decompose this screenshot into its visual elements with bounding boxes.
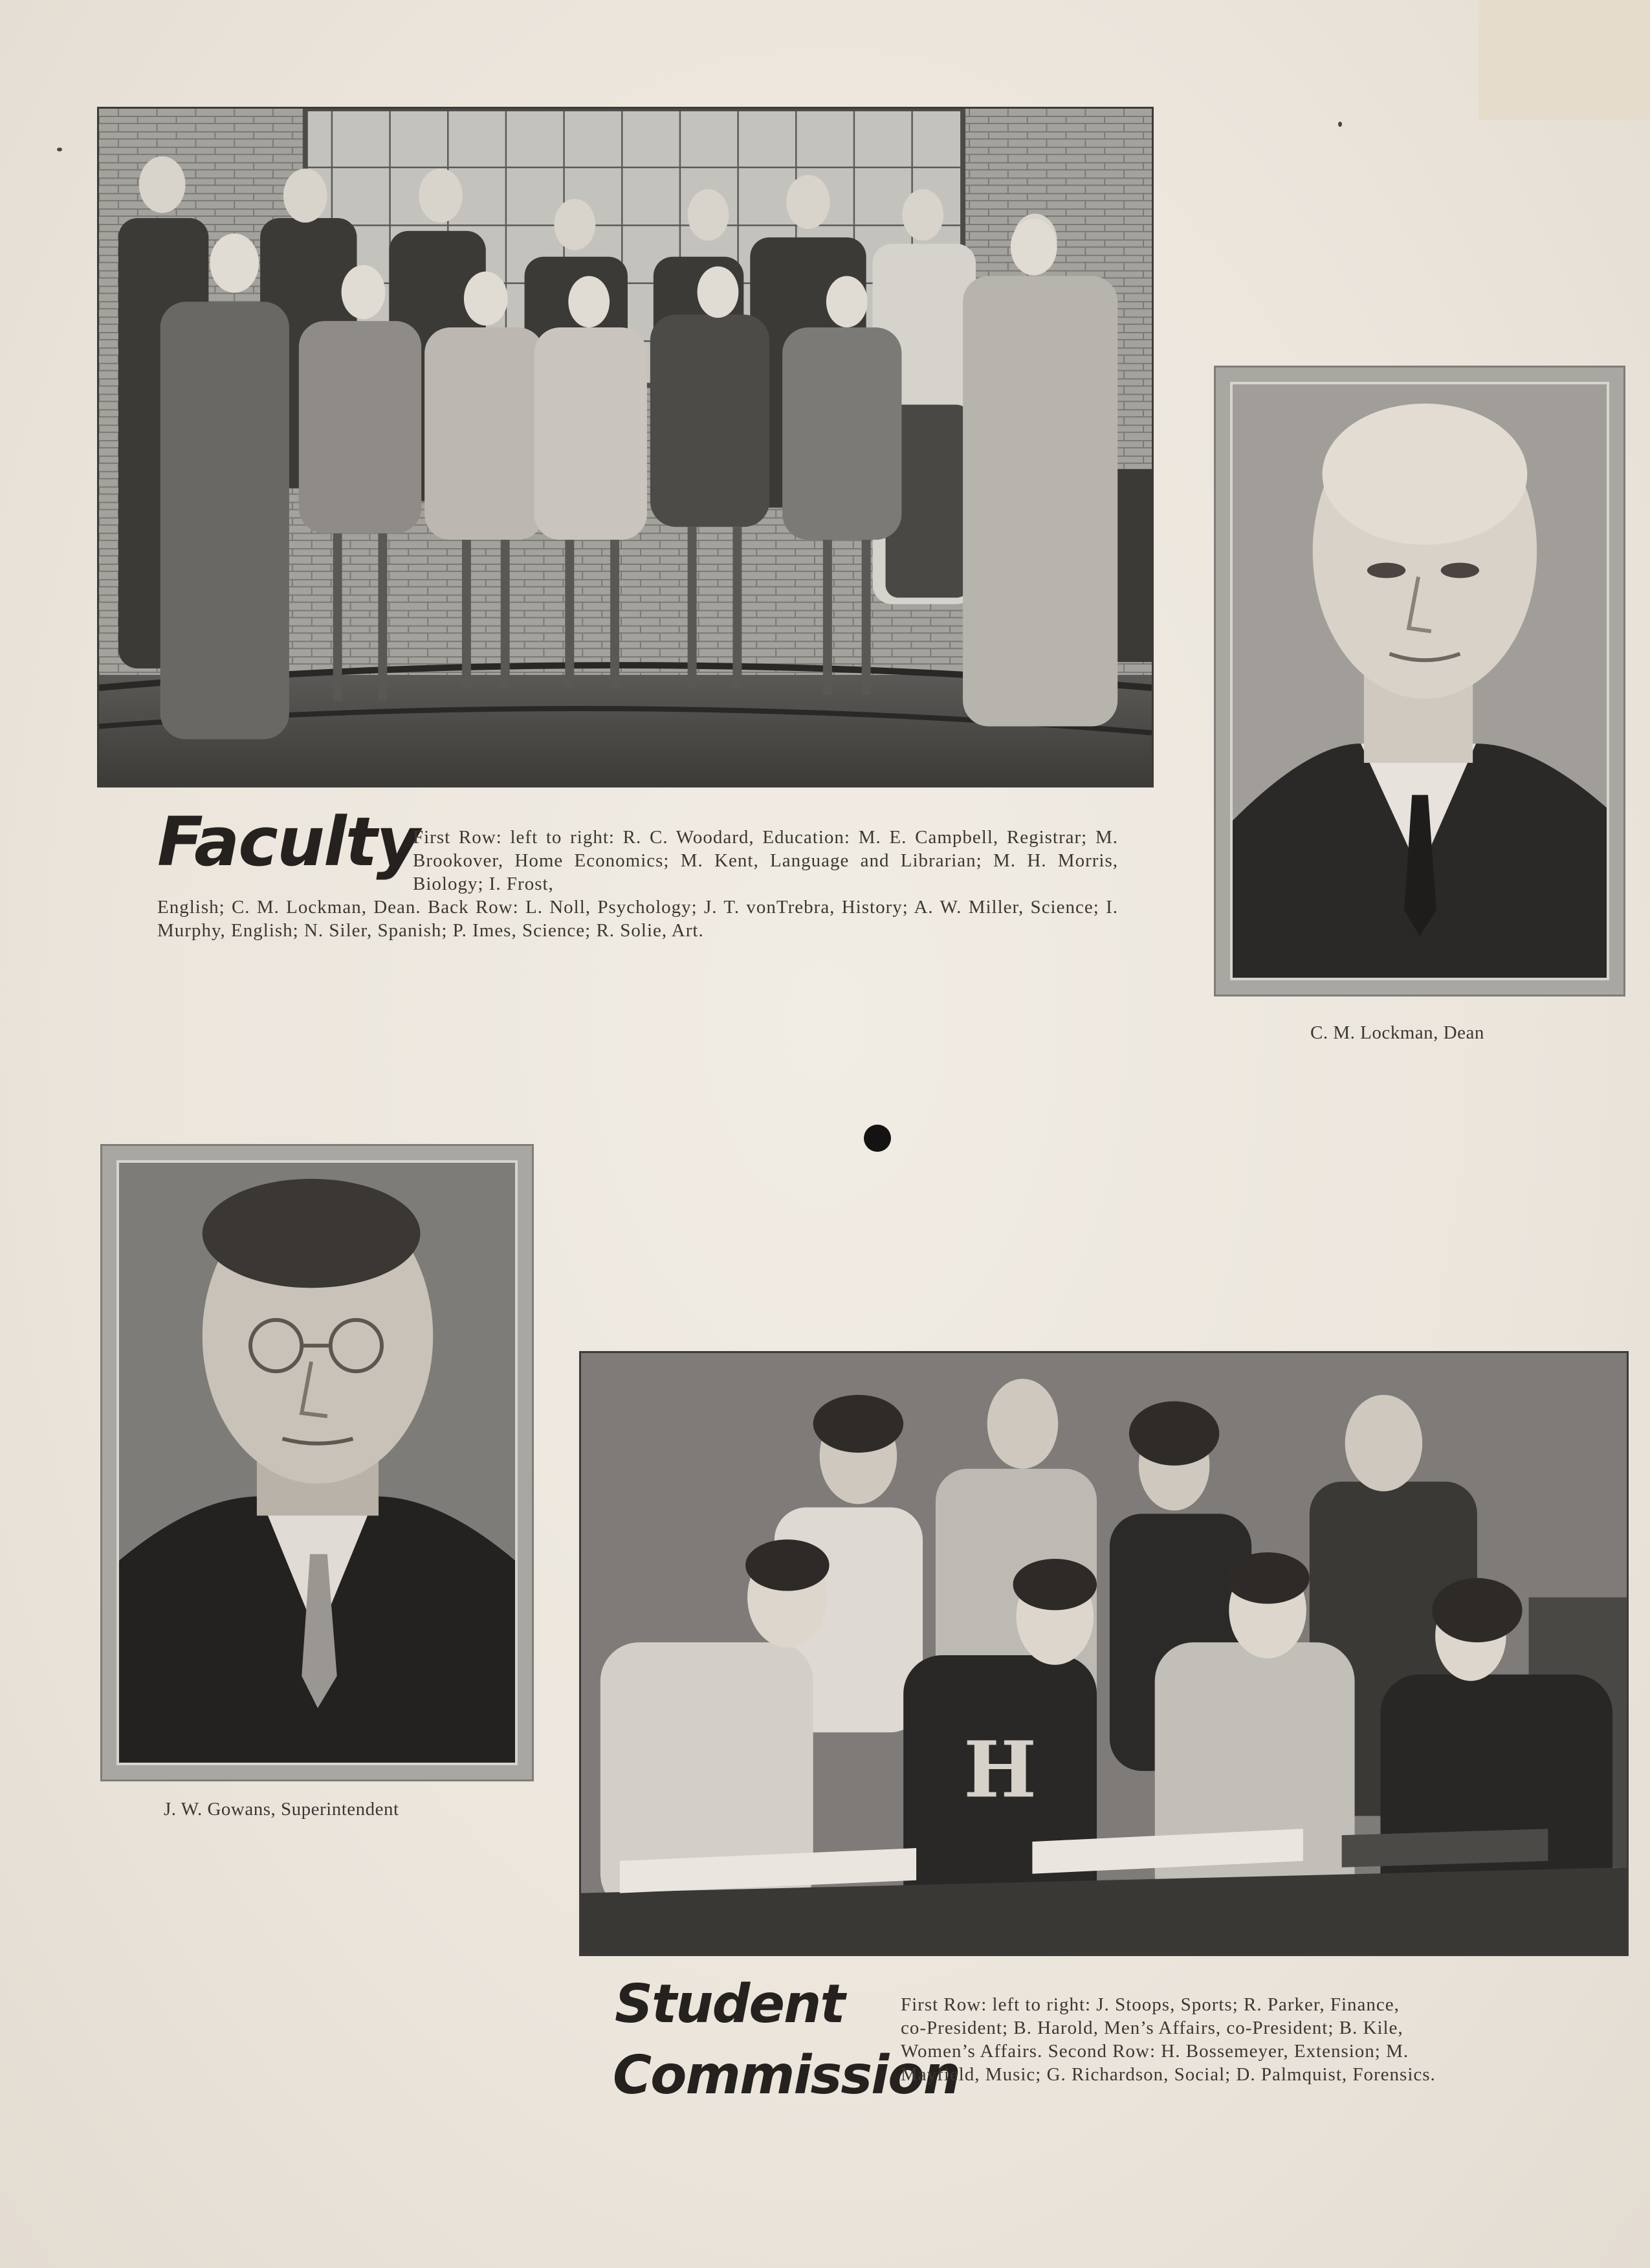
faculty-title: Faculty — [157, 802, 419, 881]
superintendent-caption: J. W. Gowans, Superintendent — [164, 1799, 399, 1820]
dean-caption: C. M. Lockman, Dean — [1310, 1022, 1484, 1043]
dean-photo-drawing — [1233, 384, 1607, 978]
commission-caption-line: co-President; B. Harold, Men’s Affairs, co-President; B. Kile, — [901, 2018, 1403, 2038]
dean-portrait — [1214, 366, 1625, 996]
faculty-photo-drawing — [99, 109, 1152, 786]
page-speck — [57, 148, 62, 151]
commission-title-line2: Commission — [613, 2045, 960, 2106]
commission-title-line1: Student — [615, 1974, 844, 2035]
faculty-caption-rest: English; C. M. Lockman, Dean. Back Row: L. Noll, Psychology; J. T. vonTrebra, History; A. W. Miller, Science; I. Murphy, English; N. Siler, Spanish; P. Imes, Science; R. Solie, Art. — [157, 897, 1118, 941]
commission-caption-line: Women’s Affairs. Second Row: H. Bossemeyer, Extension; M. — [901, 2041, 1409, 2062]
commission-caption-line: First Row: left to right: J. Stoops, Sports; R. Parker, Finance, — [901, 1994, 1400, 2015]
commission-photo-drawing — [581, 1353, 1627, 1954]
commission-caption — [901, 1993, 1606, 2086]
superintendent-photo-drawing — [119, 1163, 515, 1763]
student-commission-photo — [579, 1351, 1629, 1956]
commission-caption-line: Mayfield, Music; G. Richardson, Social; D. Palmquist, Forensics. — [901, 2064, 1436, 2085]
superintendent-portrait — [100, 1144, 534, 1781]
sweater-letter-h: H — [963, 1724, 1037, 1816]
faculty-group-photo — [97, 107, 1154, 787]
faculty-caption-lead: First Row: left to right: R. C. Woodard, Education: M. E. Campbell, Registrar; M. Brookover, Home Economics; M. Kent, Language and Librarian; M. H. Morris, Biology; I. Frost, — [413, 827, 1118, 894]
page-bullet-dot — [864, 1125, 891, 1152]
page-corner-tape — [1479, 0, 1650, 120]
page-speck — [1338, 122, 1342, 127]
